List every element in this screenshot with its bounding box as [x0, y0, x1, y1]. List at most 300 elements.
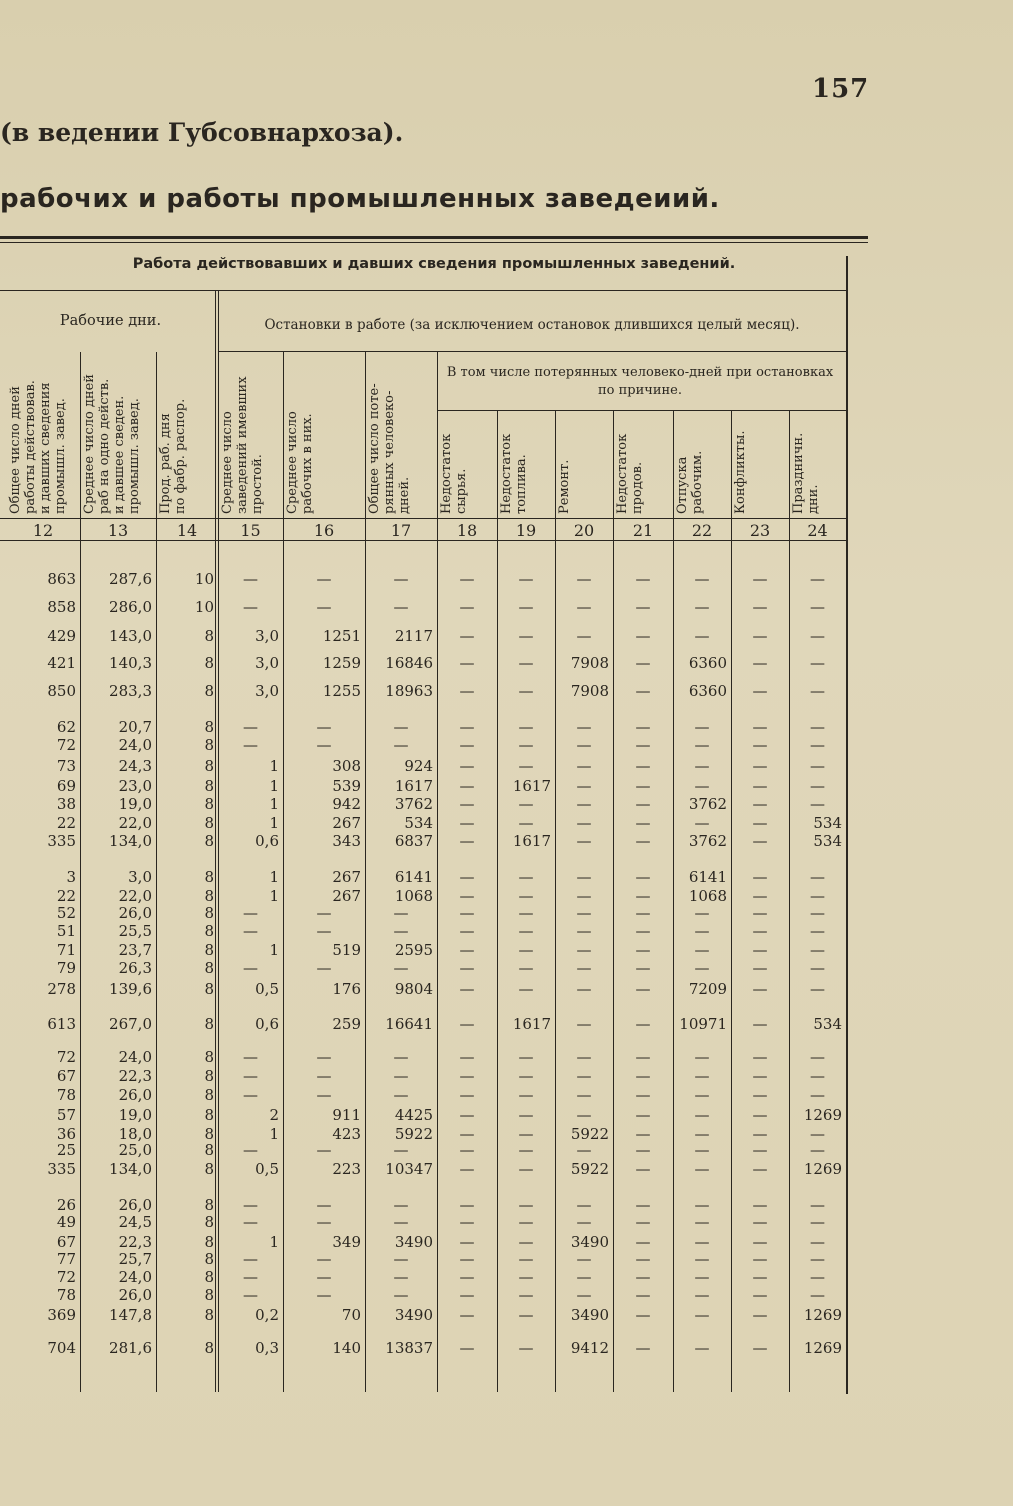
table-cell: —: [752, 777, 768, 795]
table-cell: 3,0: [255, 627, 279, 645]
table-cell: 2117: [394, 627, 433, 645]
table-cell: —: [393, 1086, 409, 1104]
table-cell: —: [518, 795, 534, 813]
column-number-22: 22: [691, 521, 713, 540]
table-cell: 13837: [385, 1339, 433, 1357]
table-cell: —: [694, 1125, 710, 1143]
table-cell: —: [518, 1125, 534, 1143]
table-cell: —: [459, 1196, 475, 1214]
table-cell: —: [810, 627, 825, 645]
table-cell: 539: [332, 777, 361, 795]
table-cell: —: [316, 1250, 332, 1268]
table-cell: 134,0: [109, 832, 152, 850]
table-cell: 223: [332, 1160, 361, 1178]
table-cell: —: [393, 1141, 409, 1159]
table-cell: 8: [204, 904, 214, 922]
table-cell: 267,0: [109, 1015, 152, 1033]
table-cell: —: [243, 1067, 258, 1085]
table-cell: 10: [194, 570, 214, 588]
table-cell: 8: [204, 832, 214, 850]
table-cell: —: [576, 959, 592, 977]
table-cell: —: [518, 1196, 534, 1214]
table-cell: —: [694, 1213, 710, 1231]
table-cell: —: [576, 570, 592, 588]
table-cell: 8: [204, 1339, 214, 1357]
table-cell: 38: [56, 795, 76, 813]
table-cell: —: [518, 887, 534, 905]
table-cell: —: [752, 627, 768, 645]
table-cell: 8: [204, 922, 214, 940]
table-cell: —: [459, 718, 475, 736]
table-cell: —: [752, 922, 768, 940]
table-cell: 72: [56, 1268, 76, 1286]
table-cell: 26,0: [118, 1196, 152, 1214]
column-number-12: 12: [32, 521, 54, 540]
table-cell: 3490: [394, 1233, 433, 1251]
table-cell: —: [752, 832, 768, 850]
table-cell: —: [635, 904, 651, 922]
table-cell: 10347: [385, 1160, 433, 1178]
table-cell: 26,0: [118, 904, 152, 922]
column-header-12: Общее число дней работы действовав. и давших сведения промышл. завед.: [8, 380, 68, 514]
table-cell: —: [752, 814, 768, 832]
table-cell: —: [576, 1048, 592, 1066]
table-cell: 942: [332, 795, 361, 813]
table-cell: —: [518, 941, 534, 959]
table-cell: —: [635, 1160, 651, 1178]
table-cell: —: [576, 1250, 592, 1268]
table-cell: —: [810, 570, 825, 588]
table-cell: 8: [204, 757, 214, 775]
table-cell: —: [518, 654, 534, 672]
table-cell: —: [810, 736, 825, 754]
table-cell: —: [694, 1086, 710, 1104]
table-cell: —: [518, 922, 534, 940]
table-cell: —: [316, 922, 332, 940]
column-header-24: Праздничн. дни.: [791, 432, 821, 514]
table-cell: —: [810, 718, 825, 736]
table-cell: 1: [269, 814, 279, 832]
table-cell: —: [459, 904, 475, 922]
table-cell: 24,0: [118, 1048, 152, 1066]
table-cell: 3762: [394, 795, 433, 813]
table-cell: 8: [204, 1125, 214, 1143]
table-cell: —: [635, 682, 651, 700]
table-cell: —: [694, 1306, 710, 1324]
table-cell: —: [635, 922, 651, 940]
column-header-15: Среднее число заведений имевших простой.: [220, 376, 265, 514]
table-cell: —: [635, 570, 651, 588]
table-cell: —: [635, 814, 651, 832]
table-cell: —: [635, 1048, 651, 1066]
table-cell: 3,0: [255, 654, 279, 672]
table-cell: 8: [204, 1250, 214, 1268]
table-cell: 143,0: [109, 627, 152, 645]
table-cell: —: [243, 959, 258, 977]
table-cell: 1269: [803, 1306, 842, 1324]
table-cell: —: [752, 1233, 768, 1251]
table-cell: —: [810, 1213, 825, 1231]
table-cell: —: [810, 959, 825, 977]
table-cell: —: [459, 654, 475, 672]
table-cell: 9412: [570, 1339, 609, 1357]
table-cell: —: [752, 904, 768, 922]
table-cell: —: [459, 814, 475, 832]
table-cell: 286,0: [109, 598, 152, 616]
table-cell: —: [635, 777, 651, 795]
table-cell: —: [316, 1286, 332, 1304]
table-title: Работа действовавших и давших сведения промышленных заведений.: [132, 256, 736, 272]
table-cell: 72: [56, 736, 76, 754]
table-cell: —: [576, 887, 592, 905]
table-cell: —: [694, 1160, 710, 1178]
column-number-20: 20: [573, 521, 595, 540]
table-cell: —: [518, 1250, 534, 1268]
table-cell: 2: [269, 1106, 279, 1124]
table-cell: 335: [47, 832, 76, 850]
page-number: 157: [812, 74, 870, 104]
table-cell: 8: [204, 654, 214, 672]
table-cell: 8: [204, 795, 214, 813]
table-cell: 7908: [570, 654, 609, 672]
table-cell: 0,5: [255, 1160, 279, 1178]
table-cell: —: [576, 777, 592, 795]
table-cell: —: [576, 736, 592, 754]
table-cell: 8: [204, 1233, 214, 1251]
table-cell: 10: [194, 598, 214, 616]
table-cell: —: [576, 1015, 592, 1033]
table-cell: —: [459, 736, 475, 754]
table-cell: —: [752, 795, 768, 813]
table-cell: —: [694, 736, 710, 754]
table-cell: 73: [56, 757, 76, 775]
rule-under-headers: [0, 518, 846, 519]
group-working-days: Рабочие дни.: [59, 313, 162, 329]
table-cell: —: [635, 1015, 651, 1033]
table-cell: —: [243, 598, 258, 616]
table-cell: —: [694, 1048, 710, 1066]
table-cell: —: [635, 1306, 651, 1324]
table-cell: 5922: [570, 1125, 609, 1143]
table-cell: 1617: [512, 777, 551, 795]
table-cell: 858: [47, 598, 76, 616]
table-cell: —: [635, 1286, 651, 1304]
table-cell: 1259: [322, 654, 361, 672]
table-cell: 8: [204, 959, 214, 977]
top-rule: [0, 236, 868, 239]
table-cell: 22,3: [118, 1067, 152, 1085]
table-cell: —: [518, 736, 534, 754]
table-cell: —: [459, 1160, 475, 1178]
table-cell: 9804: [394, 980, 433, 998]
table-cell: 1: [269, 1233, 279, 1251]
table-cell: 67: [56, 1233, 76, 1251]
table-cell: —: [393, 570, 409, 588]
table-cell: —: [459, 887, 475, 905]
table-cell: 1269: [803, 1160, 842, 1178]
table-cell: 24,5: [118, 1213, 152, 1231]
table-cell: 308: [332, 757, 361, 775]
table-cell: —: [459, 941, 475, 959]
table-cell: —: [752, 1196, 768, 1214]
table-cell: —: [694, 718, 710, 736]
table-cell: —: [459, 868, 475, 886]
table-cell: 5922: [394, 1125, 433, 1143]
table-cell: 26,0: [118, 1086, 152, 1104]
table-cell: 18963: [385, 682, 433, 700]
table-cell: —: [635, 1268, 651, 1286]
table-cell: —: [576, 1268, 592, 1286]
table-cell: 1: [269, 887, 279, 905]
table-cell: 850: [47, 682, 76, 700]
table-cell: —: [518, 959, 534, 977]
table-cell: —: [694, 570, 710, 588]
table-cell: 3,0: [255, 682, 279, 700]
table-cell: —: [694, 1339, 710, 1357]
table-cell: —: [518, 1233, 534, 1251]
table-cell: —: [393, 1268, 409, 1286]
table-cell: 349: [332, 1233, 361, 1251]
table-cell: —: [694, 1268, 710, 1286]
column-header-20: Ремонт.: [557, 459, 572, 514]
table-cell: 176: [332, 980, 361, 998]
table-cell: 8: [204, 1213, 214, 1231]
table-cell: —: [694, 777, 710, 795]
table-cell: —: [316, 1196, 332, 1214]
table-cell: —: [243, 1268, 258, 1286]
table-cell: —: [459, 1048, 475, 1066]
table-cell: 26,0: [118, 1286, 152, 1304]
table-cell: 911: [332, 1106, 361, 1124]
table-cell: 287,6: [109, 570, 152, 588]
table-cell: —: [393, 922, 409, 940]
table-cell: —: [518, 814, 534, 832]
table-cell: 24,0: [118, 736, 152, 754]
table-cell: 534: [404, 814, 433, 832]
table-cell: 335: [47, 1160, 76, 1178]
table-cell: —: [635, 1233, 651, 1251]
table-cell: —: [810, 795, 825, 813]
table-cell: —: [243, 718, 258, 736]
table-cell: —: [518, 1067, 534, 1085]
table-cell: —: [694, 1141, 710, 1159]
table-cell: —: [635, 1067, 651, 1085]
table-cell: —: [635, 980, 651, 998]
table-cell: 3490: [570, 1306, 609, 1324]
table-cell: 3: [66, 868, 76, 886]
table-cell: 1: [269, 868, 279, 886]
table-cell: —: [316, 1067, 332, 1085]
table-cell: —: [393, 1196, 409, 1214]
table-cell: —: [810, 598, 825, 616]
table-cell: —: [810, 682, 825, 700]
table-cell: —: [393, 598, 409, 616]
column-number-16: 16: [313, 521, 335, 540]
table-cell: —: [635, 1141, 651, 1159]
table-cell: 2595: [394, 941, 433, 959]
rule-under-stoppages: [218, 351, 846, 352]
table-cell: —: [810, 1048, 825, 1066]
rule-under-lost-days: [437, 410, 846, 411]
table-cell: 22,0: [118, 814, 152, 832]
table-cell: 534: [813, 814, 842, 832]
table-cell: —: [752, 980, 768, 998]
table-cell: —: [459, 682, 475, 700]
table-cell: —: [810, 654, 825, 672]
table-cell: 8: [204, 682, 214, 700]
heading-line-1: (в ведении Губсовнархоза).: [0, 118, 404, 147]
table-cell: —: [459, 1086, 475, 1104]
table-cell: —: [635, 941, 651, 959]
table-cell: —: [576, 904, 592, 922]
table-cell: —: [316, 736, 332, 754]
table-cell: 0,3: [255, 1339, 279, 1357]
table-cell: 1068: [688, 887, 727, 905]
table-cell: 1269: [803, 1106, 842, 1124]
table-cell: —: [810, 1250, 825, 1268]
table-cell: —: [518, 757, 534, 775]
table-cell: 281,6: [109, 1339, 152, 1357]
column-header-17: Общее число поте- рянных человеко- дней.: [367, 383, 412, 514]
table-cell: —: [694, 1067, 710, 1085]
table-cell: —: [635, 718, 651, 736]
table-cell: 25,5: [118, 922, 152, 940]
table-cell: —: [752, 1106, 768, 1124]
table-cell: 267: [332, 814, 361, 832]
table-cell: 52: [56, 904, 76, 922]
table-cell: 1255: [322, 682, 361, 700]
table-cell: 8: [204, 1160, 214, 1178]
table-cell: —: [576, 1213, 592, 1231]
table-cell: —: [694, 814, 710, 832]
table-cell: 1617: [512, 1015, 551, 1033]
table-cell: —: [752, 570, 768, 588]
table-cell: —: [393, 1250, 409, 1268]
table-cell: —: [752, 1286, 768, 1304]
table-cell: —: [694, 1233, 710, 1251]
table-cell: —: [635, 1213, 651, 1231]
table-cell: 0,6: [255, 1015, 279, 1033]
table-cell: —: [459, 1067, 475, 1085]
table-cell: —: [810, 887, 825, 905]
table-cell: —: [316, 570, 332, 588]
column-header-22: Отпуска рабочим.: [675, 450, 705, 514]
table-cell: —: [576, 868, 592, 886]
column-header-16: Среднее число рабочих в них.: [285, 411, 315, 514]
column-header-21: Недостаток продов.: [615, 433, 645, 514]
table-cell: 278: [47, 980, 76, 998]
table-cell: —: [694, 1106, 710, 1124]
table-cell: —: [576, 814, 592, 832]
table-cell: 23,0: [118, 777, 152, 795]
table-cell: 10971: [679, 1015, 727, 1033]
table-cell: —: [459, 980, 475, 998]
table-cell: —: [635, 1125, 651, 1143]
table-cell: 77: [56, 1250, 76, 1268]
table-cell: —: [752, 1160, 768, 1178]
top-rule-thin: [0, 242, 868, 243]
table-cell: 147,8: [109, 1306, 152, 1324]
table-cell: —: [393, 718, 409, 736]
column-header-23: Конфликты.: [733, 430, 748, 514]
table-cell: —: [576, 1086, 592, 1104]
table-cell: —: [518, 1086, 534, 1104]
table-cell: 534: [813, 1015, 842, 1033]
table-cell: —: [243, 1086, 258, 1104]
table-cell: 16846: [385, 654, 433, 672]
table-cell: 22: [56, 814, 76, 832]
table-cell: 704: [47, 1339, 76, 1357]
table-cell: —: [576, 1196, 592, 1214]
table-cell: 8: [204, 1141, 214, 1159]
table-cell: —: [459, 1268, 475, 1286]
table-cell: —: [243, 904, 258, 922]
table-cell: —: [518, 627, 534, 645]
table-cell: —: [694, 1286, 710, 1304]
table-cell: 26: [56, 1196, 76, 1214]
table-cell: 19,0: [118, 1106, 152, 1124]
table-cell: 8: [204, 627, 214, 645]
table-cell: —: [694, 1250, 710, 1268]
table-cell: —: [752, 736, 768, 754]
table-cell: —: [316, 1268, 332, 1286]
table-cell: 1269: [803, 1339, 842, 1357]
table-cell: —: [752, 1268, 768, 1286]
table-cell: 7209: [688, 980, 727, 998]
table-cell: —: [752, 654, 768, 672]
table-cell: —: [243, 1286, 258, 1304]
column-header-19: Недостаток топлива.: [499, 433, 529, 514]
table-cell: —: [576, 718, 592, 736]
table-cell: 1: [269, 777, 279, 795]
table-cell: —: [752, 598, 768, 616]
column-number-18: 18: [456, 521, 478, 540]
table-cell: —: [752, 1086, 768, 1104]
table-cell: 3490: [570, 1233, 609, 1251]
table-cell: —: [635, 1339, 651, 1357]
table-cell: —: [459, 1339, 475, 1357]
table-cell: —: [393, 1286, 409, 1304]
table-cell: —: [518, 1268, 534, 1286]
column-header-14: Прод. раб. дня по фабр. распор.: [158, 398, 188, 514]
table-cell: —: [694, 922, 710, 940]
heading-line-2: рабочих и работы промышленных заведеиий.: [0, 184, 720, 214]
table-cell: 423: [332, 1125, 361, 1143]
table-cell: —: [243, 1048, 258, 1066]
table-cell: —: [459, 1233, 475, 1251]
table-cell: —: [694, 1196, 710, 1214]
table-cell: 79: [56, 959, 76, 977]
table-cell: —: [518, 868, 534, 886]
table-cell: 8: [204, 1067, 214, 1085]
table-cell: —: [459, 1213, 475, 1231]
table-cell: —: [316, 1213, 332, 1231]
table-cell: —: [518, 598, 534, 616]
table-cell: —: [635, 654, 651, 672]
table-cell: —: [518, 682, 534, 700]
table-cell: —: [459, 1306, 475, 1324]
table-cell: —: [518, 1213, 534, 1231]
table-cell: —: [459, 1015, 475, 1033]
table-cell: —: [810, 777, 825, 795]
table-cell: 49: [56, 1213, 76, 1231]
column-number-13: 13: [107, 521, 129, 540]
table-cell: —: [576, 757, 592, 775]
table-cell: 6360: [688, 682, 727, 700]
table-cell: —: [810, 1233, 825, 1251]
table-cell: —: [459, 777, 475, 795]
table-cell: —: [635, 1106, 651, 1124]
